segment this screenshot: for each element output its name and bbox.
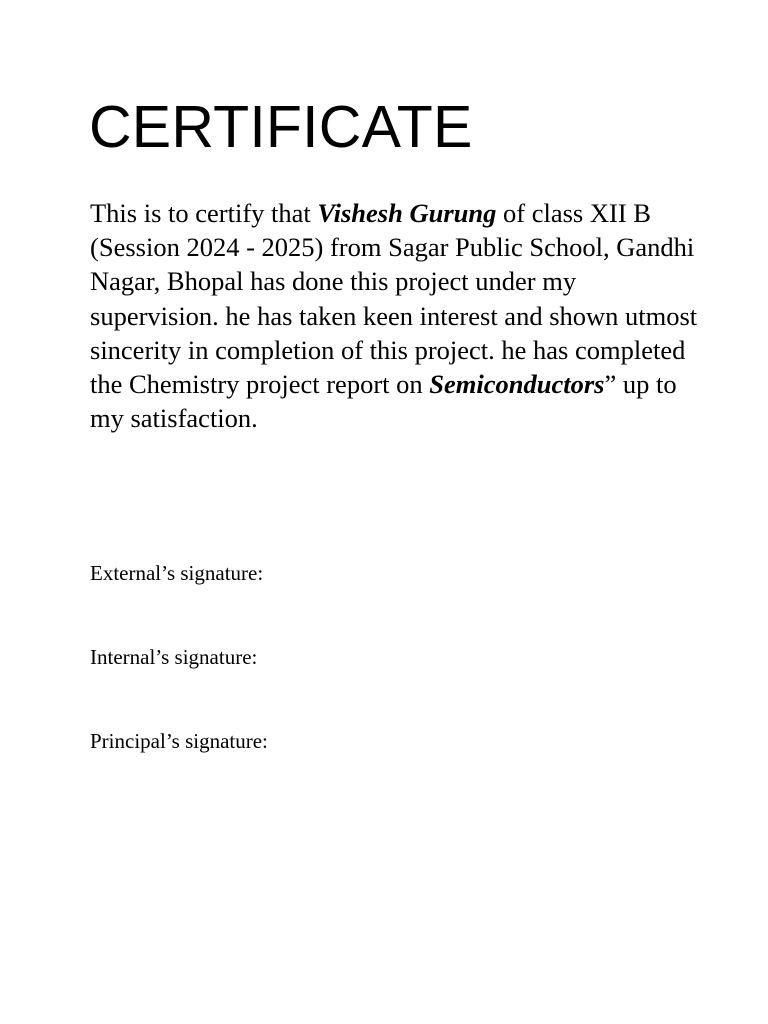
intro-text: This is to certify that [90,198,318,228]
internal-signature-label: Internal’s signature: [90,645,258,669]
student-name: Vishesh Gurung [317,198,497,228]
closing-text: ” up to my satisfaction. [90,369,677,434]
external-signature-label: External’s signature: [90,561,264,585]
principal-signature-label: Principal’s signature: [90,729,268,753]
project-topic: Semiconductors [429,369,605,400]
details-text: of class XII B (Session 2024 - 2025) from Sagar Public School, Gandhi Nagar, Bhopal has done this project under my supervision. he has taken keen interest and shown utmost sincerity in completion of this project. he has completed the Chemistry project report on [90,198,698,400]
certificate-paragraph [90,196,700,435]
certificate-title: CERTIFICATE [89,94,473,160]
